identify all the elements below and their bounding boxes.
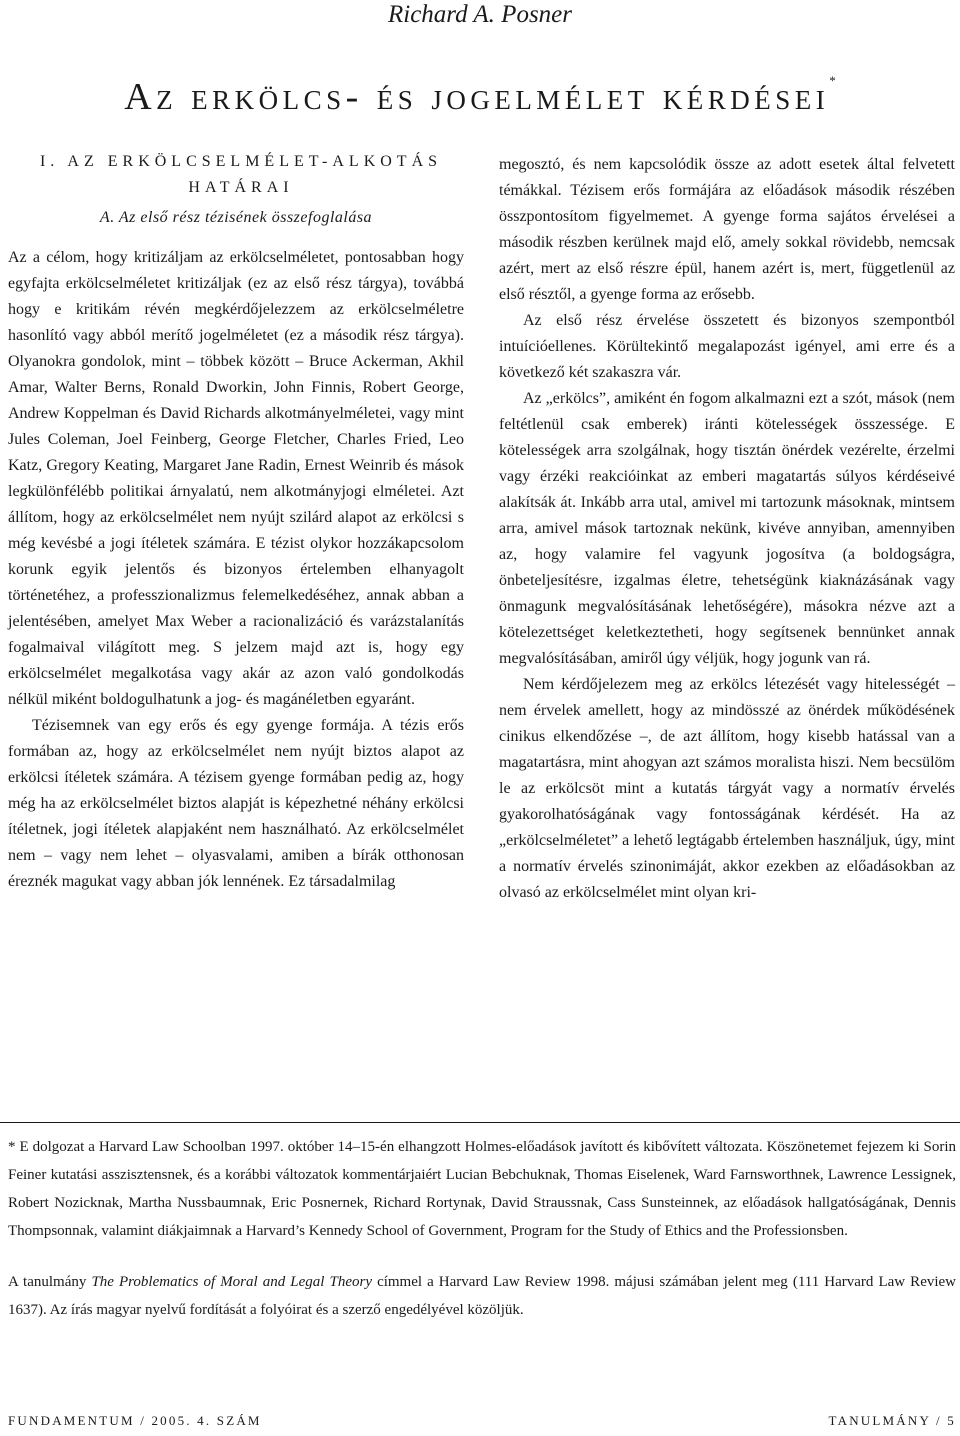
source-note-end: címmel a Harvard Law Review 1998. májusi számában jelent meg (111 Harvard Law Review 1637). Az írás magyar nyelvű fordítását a folyóirat és a szerző engedélyével közöljük. <box>8 1274 957 1318</box>
section-heading: I. AZ ERKÖLCSELMÉLET-ALKOTÁS HATÁRAI <box>39 153 443 196</box>
journal-issue: FUNDAMENTUM / 2005. 4. SZÁM <box>8 1413 262 1428</box>
footnote-divider <box>0 1122 960 1123</box>
article-title-text: Az erkölcs- és jogelmélet kérdései <box>124 76 830 118</box>
body-paragraph: Az első rész érvelése összetett és bizonyos szempontból intuícióellenes. Körültekintő megalapozást igényel, ami erre és a következő két szakaszra vár. <box>499 312 955 381</box>
body-paragraph: Az a célom, hogy kritizáljam az erkölcselméletet, pontosabban hogy egyfajta erkölcselméletet kritizáljak (ez az első rész tárgya), továbbá hogy e kritikám révén megkérdőjelezzem az erkölcselméletre hasonlító vagy abból merítő jogelméletet (ez a második rész tárgya). Olyanokra gondolok, mint – többek között – Bruce Ackerman, Akhil Amar, Walter Berns, Ronald Dworkin, John Finnis, Robert George, Andrew Koppelman és David Richards alkotmányelméletei, vagy mint Jules Coleman, Joel Feinberg, George Fletcher, Charles Fried, Leo Katz, Gregory Keating, Margaret Jane Radin, Ernest Weinrib és mások legkülönfélébb politikai árnyalatú, nem alkotmányjogi elméletei. Azt állítom, hogy az erkölcselmélet nem nyújt szilárd alapot az erkölcsi s még kevésbé a jogi ítéletek számára. E tézist olykor hozzákapcsolom korunk egyik jelentős és bizonyos értelemben elhanyagolt történetéhez, a professzionalizmus felemelkedéséhez, annak abban a jelentésében, amelyet Max Weber a racionalizáció és varázstalanítás fogalmaival világított meg. S jelzem majd azt is, hogy egy erkölcselmélet megalkotása vagy akár az azon való gondolkodás nélkül miként boldogulhatunk a jog- és magánéletben egyaránt. <box>8 249 464 708</box>
source-note-start: A tanulmány <box>8 1274 92 1290</box>
body-paragraph: Tézisemnek van egy erős és egy gyenge formája. A tézis erős formában az, hogy az erkölcselmélet nem nyújt biztos alapot az erkölcsi ítéletek számára. A tézisem gyenge formában pedig az, hogy még ha az erkölcselmélet biztos alapját is képezhetné néhány erkölcsi ítéletnek, jogi ítéletek alapjaként nem használható. Az erkölcselmélet nem – vagy nem lehet – olyasvalami, amiben a bírák otthonosan éreznék magukat vagy abban jók lennének. Ez társadalmilag <box>8 717 464 890</box>
article-title <box>0 58 960 120</box>
footnote-source-note <box>8 1268 956 1324</box>
footnote-acknowledgements: * E dolgozat a Harvard Law Schoolban 1997. október 14–15-én elhangzott Holmes-előadások javított és kibővített változata. Köszönetemet fejezem ki Sorin Feiner kutatási asszisztensnek, és a korábbi változatok kommentárjaiért Lucian Bebchuknak, Thomas Eiselenek, Ward Farnsworthnek, Lawrence Lessignek, Robert Nozicknak, Martha Nussbaumnak, Eric Posnernek, Richard Rortynak, David Straussnak, Cass Sunsteinnek, az előadások hallgatóságának, Dennis Thompsonnak, valamint diákjaimnak a Harvard’s Kennedy School of Government, Program for the Study of Ethics and the Professionsben. <box>8 1139 956 1239</box>
title-footnote-marker: * <box>829 73 836 88</box>
body-paragraph: megosztó, és nem kapcsolódik össze az adott esetek által felvetett témákkal. Tézisem erős formájára az előadások második részében összpontosítom figyelmemet. A gyenge forma sajátos érvelései a második részben kerülnek majd elő, amely sokkal rövidebb, nemcsak azért, mert az első részre épül, hanem azért is, mert, függetlenül az első résztől, a gyenge forma az erősebb. <box>499 156 955 303</box>
page-footer <box>8 1411 956 1431</box>
author-name: Richard A. Posner <box>387 1 572 28</box>
footnotes <box>8 1133 956 1324</box>
original-title: The Problematics of Moral and Legal Theory <box>91 1274 373 1290</box>
subsection-heading: A. Az első rész tézisének összefoglalása <box>99 209 373 226</box>
left-column <box>8 152 464 895</box>
section-page-number: TANULMÁNY / 5 <box>828 1413 956 1428</box>
body-paragraph: Az „erkölcs”, amiként én fogom alkalmazni ezt a szót, mások (nem feltétlenül csak emberek) iránti kötelességek összessége. E kötelességek arra szolgálnak, hogy tisztán önérdek vezérelte, érzelmi vagy érzéki reakcióinkat az emberi magatartás súlyos kérdéseivé alakítsák át. Inkább arra utal, amivel mi tartozunk másoknak, mintsem arra, amivel mások tartoznak nekünk, kivéve annyiban, amennyiben az, hogy valamire fel vagyunk jogosítva (a boldogságra, önbeteljesítésre, izgalmas életre, tehetségünk kiaknázásának vagy önmagunk megvalósításának lehetőségére), másokra nézve azt a kötelezettséget keletkeztetheti, hogy segítsenek bennünket annak megvalósításában, amiről úgy véljük, hogy jogunk van rá. <box>499 390 955 667</box>
body-paragraph: Nem kérdőjelezem meg az erkölcs létezését vagy hitelességét – nem érvelek amellett, hogy az mindösszé az önérdek működésének cinikus elkendőzése –, de azt állítom, hogy kisebb hatással van a magatartásra, mint ahogyan azt számos moralista hiszi. Nem becsülöm le az erkölcsöt mint a kutatás tárgyát vagy a normatív érvelés gyakorolhatóságának vagy fontosságának kérdését. Ha az „erkölcselméletet” a lehető legtágabb értelemben használjuk, úgy, mint a normatív érvelés szinonimáját, akkor ezekben az előadásokban az olvasó az erkölcselmélet mint olyan kri- <box>499 676 955 901</box>
right-column <box>499 152 955 906</box>
